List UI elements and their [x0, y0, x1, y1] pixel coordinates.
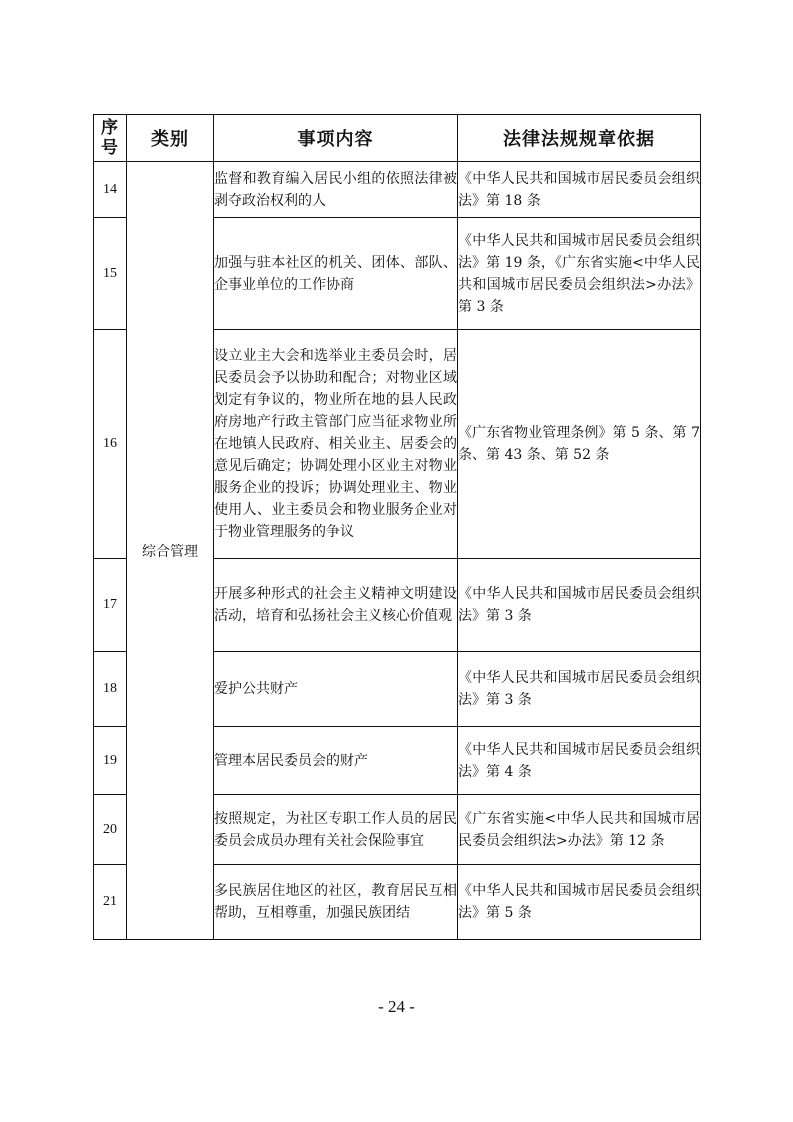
row-content: 按照规定，为社区专职工作人员的居民委员会成员办理有关社会保险事宜 [214, 795, 458, 865]
row-no: 16 [94, 330, 127, 559]
row-content: 爱护公共财产 [214, 652, 458, 727]
row-content: 设立业主大会和选举业主委员会时，居民委员会予以协助和配合；对物业区域划定有争议的，物业所在地的县人民政府房地产行政主管部门应当征求物业所在地镇人民政府、相关业主、居委会的意见后确定；协调处理小区业主对物业服务企业的投诉；协调处理业主、物业使用人、业主委员会和物业服务企业对于物业管理服务的争议 [214, 330, 458, 559]
row-basis: 《中华人民共和国城市居民委员会组织法》第 3 条 [458, 652, 701, 727]
row-basis: 《广东省实施<中华人民共和国城市居民委员会组织法>办法》第 12 条 [458, 795, 701, 865]
header-basis: 法律法规规章依据 [458, 115, 701, 162]
row-content: 监督和教育编入居民小组的依照法律被剥夺政治权利的人 [214, 162, 458, 218]
row-no: 18 [94, 652, 127, 727]
row-content: 加强与驻本社区的机关、团体、部队、企事业单位的工作协商 [214, 218, 458, 330]
row-no: 19 [94, 727, 127, 795]
header-category: 类别 [127, 115, 214, 162]
row-basis: 《中华人民共和国城市居民委员会组织法》第 5 条 [458, 865, 701, 940]
row-basis: 《中华人民共和国城市居民委员会组织法》第 3 条 [458, 559, 701, 652]
row-no: 20 [94, 795, 127, 865]
row-basis: 《中华人民共和国城市居民委员会组织法》第 19 条，《广东省实施<中华人民共和国城市居民委员会组织法>办法》第 3 条 [458, 218, 701, 330]
header-no: 序号 [94, 115, 127, 162]
header-content: 事项内容 [214, 115, 458, 162]
row-basis: 《广东省物业管理条例》第 5 条、第 7 条、第 43 条、第 52 条 [458, 330, 701, 559]
category-cell: 综合管理 [127, 162, 214, 940]
row-no: 14 [94, 162, 127, 218]
page-number: - 24 - [378, 997, 415, 1016]
table-row [94, 162, 701, 218]
row-basis: 《中华人民共和国城市居民委员会组织法》第 4 条 [458, 727, 701, 795]
regulation-table [93, 114, 701, 940]
row-content: 开展多种形式的社会主义精神文明建设活动，培育和弘扬社会主义核心价值观 [214, 559, 458, 652]
row-no: 21 [94, 865, 127, 940]
row-no: 15 [94, 218, 127, 330]
table-header-row [94, 115, 701, 162]
row-content: 多民族居住地区的社区，教育居民互相帮助，互相尊重，加强民族团结 [214, 865, 458, 940]
row-basis: 《中华人民共和国城市居民委员会组织法》第 18 条 [458, 162, 701, 218]
row-no: 17 [94, 559, 127, 652]
row-content: 管理本居民委员会的财产 [214, 727, 458, 795]
